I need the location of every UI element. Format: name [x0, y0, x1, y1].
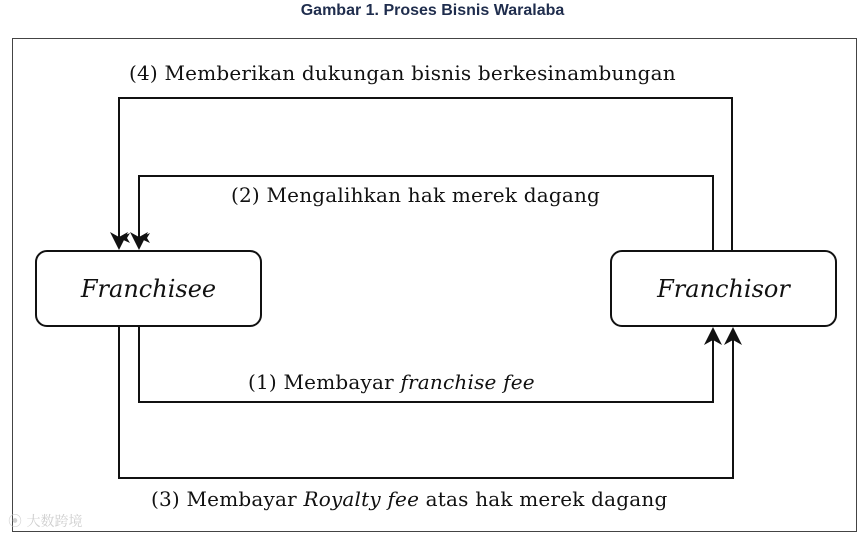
flow-3-label [151, 487, 667, 511]
figure-title: Gambar 1. Proses Bisnis Waralaba [300, 2, 565, 19]
flow-1-italic: franchise fee [400, 370, 535, 394]
flow-3-italic: Royalty fee [303, 487, 420, 511]
franchisor-label: Franchisor [657, 274, 790, 303]
flow-2-label: (2) Mengalihkan hak merek dagang [231, 183, 601, 207]
flow-3-prefix: (3) Membayar [151, 487, 304, 511]
flow-1-prefix: (1) Membayar [248, 370, 401, 394]
flow-4-label: (4) Memberikan dukungan bisnis berkesinambungan [129, 61, 676, 85]
franchisee-node [35, 250, 262, 327]
franchisor-node [610, 250, 837, 327]
franchisee-label: Franchisee [80, 274, 217, 303]
flow-3-suffix: atas hak merek dagang [419, 487, 668, 511]
flow-4-line [119, 98, 732, 250]
watermark [8, 511, 82, 531]
watermark-logo-icon: ⦿ [8, 514, 27, 530]
flow-1-label [248, 370, 535, 394]
watermark-text: 大数跨境 [26, 514, 83, 530]
